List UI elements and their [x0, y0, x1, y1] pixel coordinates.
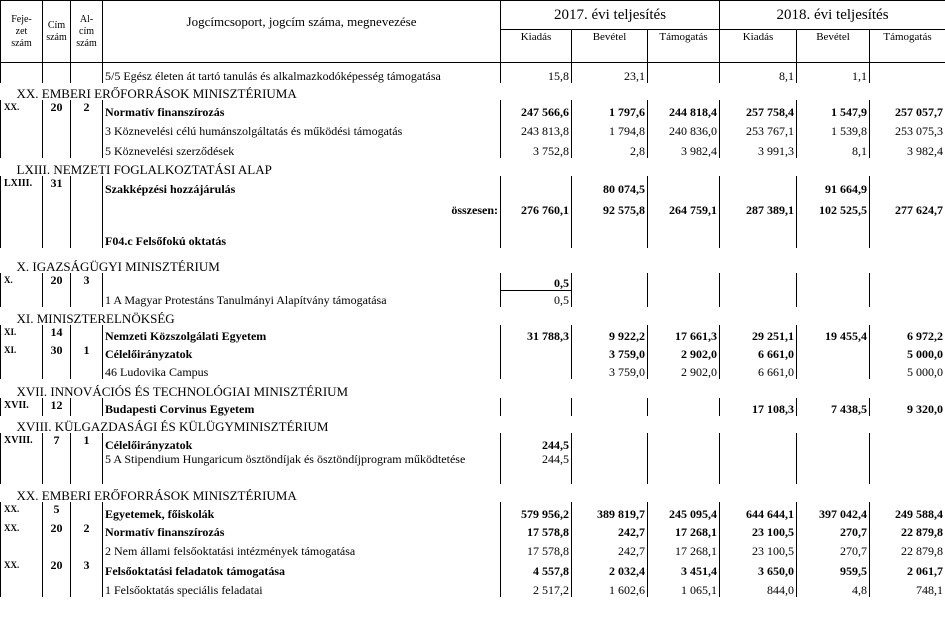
cell-description: összesen:: [103, 196, 501, 217]
cell-fejezet: [1, 119, 43, 138]
cell-cim: 12: [43, 398, 71, 416]
cell-cim: 7: [43, 433, 71, 452]
cell-description: Normatív finanszírozás: [103, 521, 501, 539]
cell-cim: [43, 539, 71, 558]
cell-fejezet: XI.: [1, 343, 43, 361]
cell-value: 8,1: [797, 138, 870, 158]
table-row: [1, 63, 945, 84]
cell-alcim: 3: [71, 273, 103, 290]
cell-value: 17 578,8: [501, 521, 572, 539]
cell-description: Célelőirányzatok: [103, 343, 501, 361]
cell-alcim: 2: [71, 100, 103, 119]
cell-value: 277 624,7: [870, 196, 945, 217]
cell-value: 247 566,6: [501, 100, 572, 119]
cell-fejezet: XX.: [1, 502, 43, 521]
header-kiadas-2017: Kiadás: [501, 30, 572, 63]
cell-alcim: [71, 502, 103, 521]
header-year-2017: 2017. évi teljesítés: [501, 1, 720, 30]
cell-value: 3 650,0: [720, 558, 797, 578]
header-tamogatas-2018: Támogatás: [870, 30, 945, 63]
header-tamogatas-2017: Támogatás: [648, 30, 720, 63]
cell-value: [720, 433, 797, 452]
cell-fejezet: [1, 361, 43, 379]
cell-value: 2 902,0: [648, 361, 720, 379]
cell-value: 3 752,8: [501, 138, 572, 158]
cell-value: 17 661,3: [648, 325, 720, 343]
cell-description: Célelőirányzatok: [103, 433, 501, 452]
cell-description: Nemzeti Közszolgálati Egyetem: [103, 325, 501, 343]
cell-value: [870, 433, 945, 452]
cell-alcim: 1: [71, 343, 103, 361]
cell-value: 257 758,4: [720, 100, 797, 119]
cell-value: [648, 176, 720, 196]
cell-value: 22 879,8: [870, 539, 945, 558]
cell-value: 253 767,1: [720, 119, 797, 138]
cell-value: 1 794,8: [572, 119, 648, 138]
cell-description: 5 A Stipendium Hungaricum ösztöndíjak és ösztöndíjprogram működtetése: [103, 452, 501, 484]
header-row-years: [1, 1, 945, 30]
cell-value: [797, 433, 870, 452]
cell-cim: [43, 578, 71, 597]
cell-value: 23,1: [572, 63, 648, 84]
cell-value: 242,7: [572, 539, 648, 558]
cell-fejezet: XX.: [1, 100, 43, 119]
cell-value: 270,7: [797, 539, 870, 558]
cell-description: Budapesti Corvinus Egyetem: [103, 398, 501, 416]
cell-cim: [43, 452, 71, 484]
cell-value: 9 922,2: [572, 325, 648, 343]
cell-value: 5 000,0: [870, 343, 945, 361]
cell-value: 31 788,3: [501, 325, 572, 343]
section-title: XX. EMBERI ERŐFORRÁSOK MINISZTÉRIUMA: [16, 86, 297, 100]
cell-alcim: [71, 196, 103, 217]
section-header-row: [1, 248, 945, 273]
cell-value: [870, 290, 945, 307]
cell-value: [648, 217, 720, 248]
cell-value: 17 578,8: [501, 539, 572, 558]
cell-cim: 20: [43, 273, 71, 290]
cell-cim: 14: [43, 325, 71, 343]
cell-value: [648, 63, 720, 84]
cell-value: 253 075,3: [870, 119, 945, 138]
cell-value: 276 760,1: [501, 196, 572, 217]
cell-description: Felsőoktatási feladatok támogatása: [103, 558, 501, 578]
cell-value: 240 836,0: [648, 119, 720, 138]
cell-value: [501, 343, 572, 361]
cell-alcim: [71, 138, 103, 158]
cell-value: [648, 273, 720, 290]
cell-value: 0,5: [501, 290, 572, 307]
cell-fejezet: [1, 290, 43, 307]
cell-value: 959,5: [797, 558, 870, 578]
cell-value: 1 539,8: [797, 119, 870, 138]
cell-value: [797, 361, 870, 379]
total-row: [1, 196, 945, 217]
cell-value: [572, 433, 648, 452]
header-kiadas-2018: Kiadás: [720, 30, 797, 63]
cell-fejezet: [1, 578, 43, 597]
cell-cim: 30: [43, 343, 71, 361]
cell-value: [501, 217, 572, 248]
cell-value: [870, 273, 945, 290]
cell-value: 1 797,6: [572, 100, 648, 119]
cell-value: [501, 361, 572, 379]
cell-description: [103, 273, 501, 290]
cell-value: 748,1: [870, 578, 945, 597]
cell-cim: [43, 196, 71, 217]
table-row: [1, 539, 945, 558]
cell-alcim: [71, 325, 103, 343]
cell-value: 244,5: [501, 452, 572, 484]
cell-value: [720, 273, 797, 290]
cell-cim: [43, 63, 71, 84]
table-row: [1, 138, 945, 158]
cell-alcim: 3: [71, 558, 103, 578]
cell-value: 8,1: [720, 63, 797, 84]
cell-fejezet: XX.: [1, 521, 43, 539]
cell-value: 579 956,2: [501, 502, 572, 521]
cell-value: [797, 452, 870, 484]
cell-value: 92 575,8: [572, 196, 648, 217]
cell-value: 270,7: [797, 521, 870, 539]
cell-value: 3 991,3: [720, 138, 797, 158]
cell-value: 2 032,4: [572, 558, 648, 578]
table-row: [1, 100, 945, 119]
cell-value: [572, 217, 648, 248]
cell-value: 23 100,5: [720, 521, 797, 539]
cell-description: 3 Köznevelési célú humánszolgáltatás és működési támogatás: [103, 119, 501, 138]
header-cim: Cím szám: [43, 1, 71, 63]
cell-value: 1,1: [797, 63, 870, 84]
cell-value: [501, 176, 572, 196]
table-row: [1, 361, 945, 379]
cell-value: 397 042,4: [797, 502, 870, 521]
table-row: [1, 398, 945, 416]
cell-value: 3 759,0: [572, 361, 648, 379]
cell-value: 243 813,8: [501, 119, 572, 138]
cell-cim: 20: [43, 558, 71, 578]
cell-fejezet: XI.: [1, 325, 43, 343]
cell-alcim: 2: [71, 521, 103, 539]
header-description: Jogcímcsoport, jogcím száma, megnevezése: [103, 1, 501, 63]
section-title: LXIII. NEMZETI FOGLALKOZTATÁSI ALAP: [16, 162, 272, 176]
cell-value: 2 061,7: [870, 558, 945, 578]
cell-cim: [43, 119, 71, 138]
cell-cim: [43, 290, 71, 307]
cell-alcim: [71, 539, 103, 558]
cell-cim: 31: [43, 176, 71, 196]
cell-value: [572, 273, 648, 290]
cell-value: 22 879,8: [870, 521, 945, 539]
cell-value: 102 525,5: [797, 196, 870, 217]
section-header-row: [1, 83, 945, 100]
cell-value: 245 095,4: [648, 502, 720, 521]
cell-value: 5 000,0: [870, 361, 945, 379]
cell-fejezet: [1, 217, 43, 248]
cell-value: 23 100,5: [720, 539, 797, 558]
cell-value: [797, 343, 870, 361]
cell-cim: [43, 138, 71, 158]
cell-value: [720, 452, 797, 484]
cell-value: 17 108,3: [720, 398, 797, 416]
table-row: [1, 502, 945, 521]
cell-value: 1 065,1: [648, 578, 720, 597]
cell-description: 1 A Magyar Protestáns Tanulmányi Alapítvány támogatása: [103, 290, 501, 307]
cell-value: 29 251,1: [720, 325, 797, 343]
cell-fejezet: [1, 196, 43, 217]
cell-value: [501, 398, 572, 416]
cell-value: [648, 290, 720, 307]
cell-value: [648, 433, 720, 452]
table-row: [1, 452, 945, 484]
cell-value: [572, 452, 648, 484]
cell-alcim: [71, 361, 103, 379]
table-row: [1, 119, 945, 138]
cell-fejezet: XVIII.: [1, 433, 43, 452]
table-row: [1, 290, 945, 307]
cell-value: 4 557,8: [501, 558, 572, 578]
cell-value: [720, 217, 797, 248]
cell-value: 3 759,0: [572, 343, 648, 361]
cell-value: [797, 217, 870, 248]
cell-value: 0,5: [501, 273, 572, 290]
cell-alcim: [71, 119, 103, 138]
cell-alcim: [71, 578, 103, 597]
table-row: [1, 521, 945, 539]
section-header-row: [1, 484, 945, 502]
cell-fejezet: [1, 539, 43, 558]
table-row: [1, 433, 945, 452]
cell-value: 2,8: [572, 138, 648, 158]
header-year-2018: 2018. évi teljesítés: [720, 1, 945, 30]
cell-value: [870, 452, 945, 484]
cell-value: [870, 63, 945, 84]
table-row: [1, 578, 945, 597]
cell-value: 3 451,4: [648, 558, 720, 578]
table-body: [1, 1, 945, 598]
cell-description: 46 Ludovika Campus: [103, 361, 501, 379]
cell-value: [720, 176, 797, 196]
cell-value: 1 547,9: [797, 100, 870, 119]
table-row: [1, 176, 945, 196]
cell-description: Szakképzési hozzájárulás: [103, 176, 501, 196]
cell-fejezet: LXIII.: [1, 176, 43, 196]
cell-value: [797, 290, 870, 307]
cell-description: 2 Nem állami felsőoktatási intézmények támogatása: [103, 539, 501, 558]
cell-fejezet: XVII.: [1, 398, 43, 416]
cell-value: 244,5: [501, 433, 572, 452]
cell-value: 264 759,1: [648, 196, 720, 217]
cell-fejezet: [1, 452, 43, 484]
cell-value: [572, 290, 648, 307]
table-row: [1, 343, 945, 361]
cell-value: 7 438,5: [797, 398, 870, 416]
table-row: [1, 273, 945, 290]
cell-value: 6 661,0: [720, 343, 797, 361]
header-bevetel-2017: Bevétel: [572, 30, 648, 63]
section-title: XI. MINISZTERELNÖKSÉG: [16, 311, 175, 325]
cell-value: 3 982,4: [648, 138, 720, 158]
cell-value: [720, 290, 797, 307]
cell-value: 287 389,1: [720, 196, 797, 217]
cell-value: 3 982,4: [870, 138, 945, 158]
cell-fejezet: X.: [1, 273, 43, 290]
section-title: X. IGAZSÁGÜGYI MINISZTÉRIUM: [16, 259, 220, 273]
cell-value: [870, 217, 945, 248]
cell-value: 19 455,4: [797, 325, 870, 343]
cell-fejezet: [1, 63, 43, 84]
cell-cim: 20: [43, 521, 71, 539]
section-header-row: [1, 379, 945, 398]
section-title: XX. EMBERI ERŐFORRÁSOK MINISZTÉRIUMA: [16, 488, 297, 502]
cell-alcim: [71, 176, 103, 196]
cell-alcim: [71, 398, 103, 416]
cell-value: 17 268,1: [648, 521, 720, 539]
cell-value: 644 644,1: [720, 502, 797, 521]
cell-cim: [43, 217, 71, 248]
cell-alcim: [71, 290, 103, 307]
cell-value: 2 517,2: [501, 578, 572, 597]
cell-value: 244 818,4: [648, 100, 720, 119]
cell-value: 4,8: [797, 578, 870, 597]
cell-alcim: [71, 63, 103, 84]
cell-value: [648, 452, 720, 484]
cell-value: 844,0: [720, 578, 797, 597]
cell-fejezet: [1, 138, 43, 158]
cell-cim: 5: [43, 502, 71, 521]
cell-description: Normatív finanszírozás: [103, 100, 501, 119]
cell-alcim: [71, 452, 103, 484]
cell-value: 1 602,6: [572, 578, 648, 597]
cell-value: 9 320,0: [870, 398, 945, 416]
cell-value: [572, 398, 648, 416]
cell-value: [648, 398, 720, 416]
cell-fejezet: XX.: [1, 558, 43, 578]
cell-value: 15,8: [501, 63, 572, 84]
header-fejezet: Feje- zet szám: [1, 1, 43, 63]
cell-description: Egyetemek, főiskolák: [103, 502, 501, 521]
section-title: XVII. INNOVÁCIÓS ÉS TECHNOLÓGIAI MINISZTÉRIUM: [16, 384, 349, 398]
cell-value: 6 661,0: [720, 361, 797, 379]
table-row: [1, 558, 945, 578]
section-header-row: [1, 416, 945, 433]
cell-value: 91 664,9: [797, 176, 870, 196]
cell-value: [870, 176, 945, 196]
cell-value: 2 902,0: [648, 343, 720, 361]
cell-alcim: [71, 217, 103, 248]
header-alcim: Al- cím szám: [71, 1, 103, 63]
section-header-row: [1, 158, 945, 176]
header-bevetel-2018: Bevétel: [797, 30, 870, 63]
cell-value: 80 074,5: [572, 176, 648, 196]
cell-value: 6 972,2: [870, 325, 945, 343]
table-row: [1, 325, 945, 343]
cell-cim: [43, 361, 71, 379]
section-title: XVIII. KÜLGAZDASÁGI ÉS KÜLÜGYMINISZTÉRIUM: [16, 419, 329, 433]
cell-alcim: 1: [71, 433, 103, 452]
section-header-row: [1, 307, 945, 325]
cell-description: 1 Felsőoktatás speciális feladatai: [103, 578, 501, 597]
cell-cim: 20: [43, 100, 71, 119]
table-row: [1, 217, 945, 248]
cell-value: 257 057,7: [870, 100, 945, 119]
cell-description: 5/5 Egész életen át tartó tanulás és alkalmazkodóképesség támogatása: [103, 63, 501, 84]
cell-value: 249 588,4: [870, 502, 945, 521]
cell-value: 389 819,7: [572, 502, 648, 521]
cell-value: 242,7: [572, 521, 648, 539]
cell-description: 5 Köznevelési szerződések: [103, 138, 501, 158]
cell-value: [797, 273, 870, 290]
cell-description: F04.c Felsőfokú oktatás: [103, 217, 501, 248]
cell-value: 17 268,1: [648, 539, 720, 558]
